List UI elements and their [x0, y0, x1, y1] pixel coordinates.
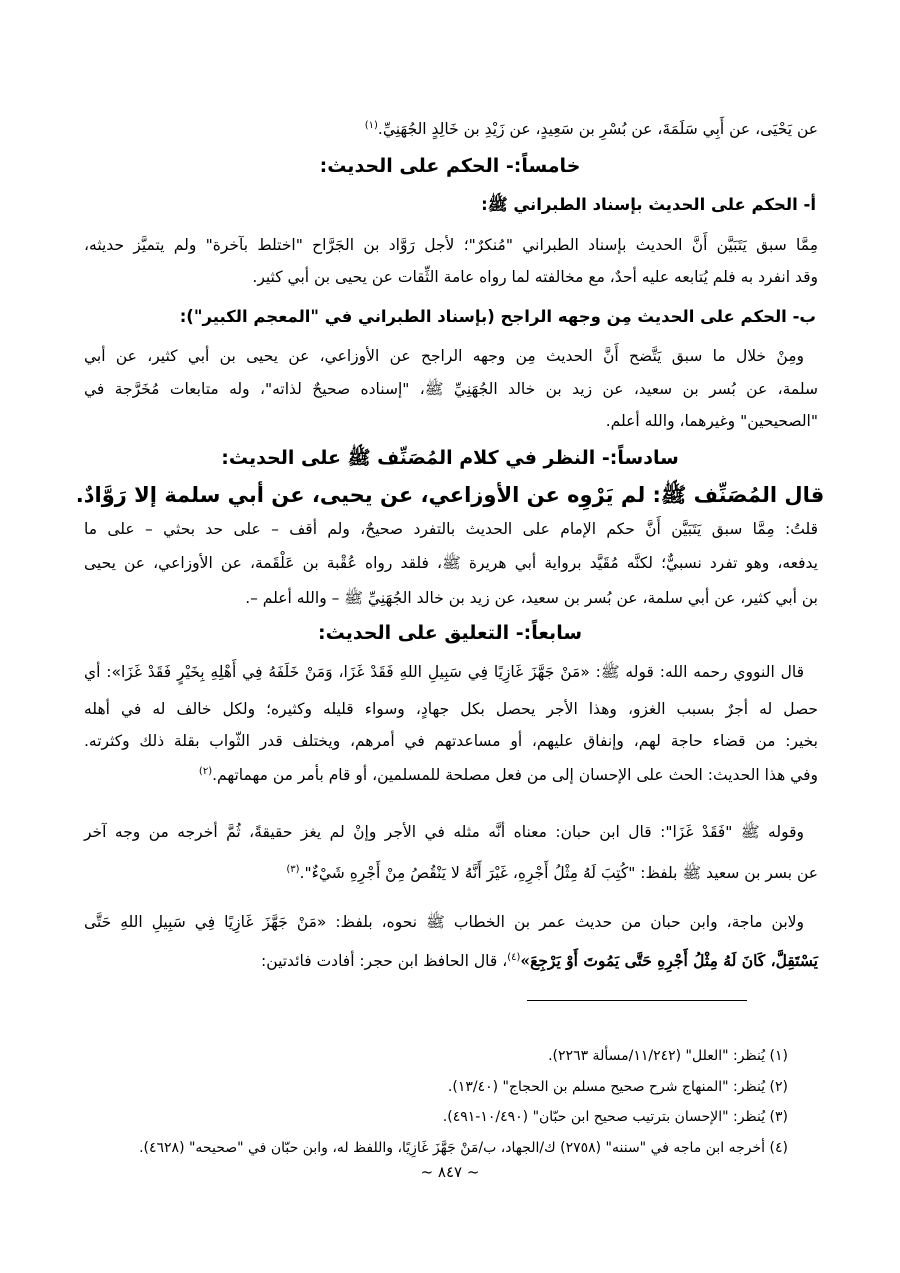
- footnote-ref: (١): [364, 120, 378, 131]
- footnote-ref: (٤): [507, 952, 521, 963]
- paragraph-line: بخير: من قضاء حاجة لهم، وإنفاق عليهم، أو مساعدتهم في أمرهم، ويختلف قدر الثّواب بقلة ذلك وكثرته.: [84, 732, 818, 750]
- section-heading-7: سابعاً:- التعليق على الحديث:: [317, 622, 583, 644]
- author-quote: قال المُصَنِّف ﷺ: لم يَرْوِه عن الأوزاعي، عن يحيى، عن أبي سلمة إلا رَوَّادٌ.: [75, 483, 825, 507]
- paragraph-line: سلمة، عن بُسر بن سعيد، عن زيد بن خالد الجُهَنِيِّ ﷺ، "إسناده صحيحٌ لذاته"، وله متابعات مُخَرَّجة في: [84, 380, 818, 398]
- page-number: ~ ٨٤٧ ~: [420, 1163, 480, 1181]
- footnote-ref: (٣): [286, 864, 300, 875]
- paragraph-line: وقد انفرد به فلم يُتابعه عليه أحدٌ، مع مخالفته لما رواه عامة الثِّقات عن يحيى بن أبي كثير.: [252, 268, 818, 286]
- paragraph-line: حصل له أجرٌ بسبب الغزو، وهذا الأجر يحصل بكل جهادٍ، وسواء قليله وكثيره؛ ولكل خالف له في أهله: [84, 700, 818, 718]
- paragraph-line: قال النووي رحمه الله: قوله ﷺ: «مَنْ جَهَّزَ غَازِيًا فِي سَبِيلِ اللهِ فَقَدْ غَزَا، وَمَنْ خَلَفَهُ فِي أَهْلِهِ بِخَيْرٍ فَقَدْ غَزَا»: أي: [84, 663, 804, 681]
- paragraph-line: عن بسر بن سعيد ﷺ بلفظ: "كُتِبَ لَهُ مِثْلُ أَجْرِهِ، غَيْرَ أَنَّهُ لا يَنْقُصُ مِنْ أَجْرِهِ شَيْءٌ".$^{(٣)}$: [286, 864, 818, 883]
- paragraph-line: قلتُ: مِمَّا سبق يَتَبَيَّن أَنَّ حكم الإمام على الحديث بالتفرد صحيحٌ، ولم أقف – على حد بحثي – على ما: [84, 520, 818, 538]
- subheading-b: ب- الحكم على الحديث مِن وجهه الراجح (بإسناد الطبراني في "المعجم الكبير"):: [179, 307, 816, 326]
- paragraph-line: بن أبي كثير، عن أبي سلمة، عن بُسر بن سعيد، عن زيد بن خالد الجُهَنِيِّ ﷺ – والله أعلم –.: [245, 589, 818, 607]
- paragraph-line: ومِنْ خلال ما سبق يَتَّضح أَنَّ الحديث مِن وجهه الراجح عن الأوزاعي، عن يحيى بن أبي كثير، عن أبي: [84, 347, 804, 365]
- paragraph-line: مِمَّا سبق يَتَبَيَّن أَنَّ الحديث بإسناد الطبراني "مُنكرٌ"؛ لأجل رَوَّاد بن الجَرَّاح "اختلط بآخرة" ولم يتميَّز حديثه،: [84, 236, 818, 254]
- footnote-ref: (٢): [198, 766, 213, 777]
- paragraph-line: ولابن ماجة، وابن حبان من حديث عمر بن الخطاب ﷺ نحوه، بلفظ: «مَنْ جَهَّزَ غَازِيًا فِي سَبِيلِ اللهِ حَتَّى: [84, 913, 804, 931]
- paragraph-line: وقوله ﷺ "فَقَدْ غَزَا": قال ابن حبان: معناه أنَّه مثله في الأجر وإنْ لم يغز حقيقةً، ثُمَّ أخرجه من وجه آخر: [84, 823, 804, 841]
- paragraph-line: يَسْتَقِلَّ، كَانَ لَهُ مِثْلُ أَجْرِهِ حَتَّى يَمُوتَ أَوْ يَرْجِعَ»$^{(٤)}$، قال الحافظ ابن حجر: أفادت فائدتين:: [261, 951, 818, 971]
- text-line: عن يَحْيَى، عن أَبِي سَلَمَةَ، عن بُسْرِ بن سَعِيدٍ، عن زَيْدِ بن خَالِدٍ الجُهَنِيِّ.$^{(١)}$: [364, 120, 818, 139]
- footnote: (٢) يُنظر: "المنهاج شرح صحيح مسلم بن الحجاج" (١٣/٤٠).: [447, 1079, 788, 1095]
- footnote: (٤) أخرجه ابن ماجه في "سننه" (٢٧٥٨) ك/الجهاد، ب/مَنْ جَهَّزَ غَازِيًا، واللفظ له، وابن حبّان في "صحيحه" (٤٦٢٨).: [139, 1140, 788, 1156]
- footnote: (٣) يُنظر: "الإحسان بترتيب صحيح ابن حبّان" (١٠/٤٩٠-٤٩١).: [442, 1109, 788, 1125]
- section-heading-6: سادساً:- النظر في كلام المُصَنِّف ﷺ على الحديث:: [221, 447, 679, 469]
- footnote: (١) يُنظر: "العلل" (١١/٢٤٢/مسألة ٢٢٦٣).: [548, 1048, 788, 1064]
- section-heading-5: خامساً:- الحكم على الحديث:: [319, 155, 581, 177]
- paragraph-line: وفي هذا الحديث: الحث على الإحسان إلى من فعل مصلحة للمسلمين، أو قام بأمر من مهماتهم.$^{(٢)}$: [198, 766, 818, 785]
- paragraph-line: "الصحيحين" وغيرهما، والله أعلم.: [605, 412, 818, 430]
- footnote-separator: [527, 1000, 747, 1001]
- subheading-a: أ- الحكم على الحديث بإسناد الطبراني ﷺ:: [481, 195, 816, 214]
- paragraph-line: يدفعه، وهو تفرد نسبيٌّ؛ لكنَّه مُقَيَّد برواية أبي هريرة ﷺ، فلقد رواه عُقْبة بن عَلْقَمة، عن الأوزاعي، عن يحيى: [84, 554, 818, 572]
